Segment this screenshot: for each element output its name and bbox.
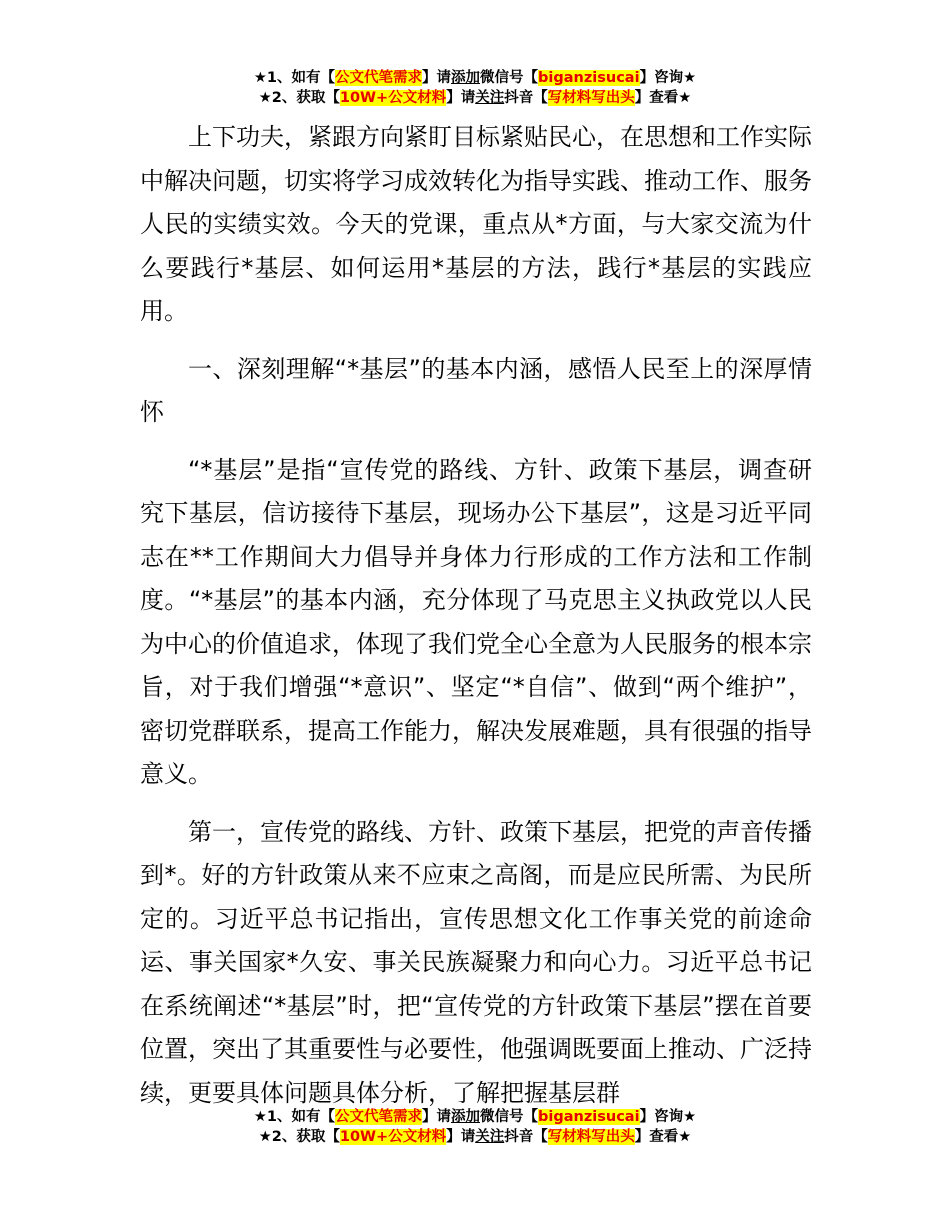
promo-text: ★1、如有【 (253, 70, 336, 86)
promo-highlight: 写材料写出头 (547, 1129, 635, 1145)
promo-line-1 (0, 68, 950, 88)
promo-line-1 (0, 1107, 950, 1127)
promo-text: 】咨询★ (639, 70, 697, 86)
promo-underline: 添加 (451, 70, 481, 86)
paragraph: “*基层”是指“宣传党的路线、方针、政策下基层，调查研究下基层，信访接待下基层，现场办公下基层”，这是习近平同志在**工作期间大力倡导并身体力行形成的工作方法和工作制度。“*基层”的基本内涵，充分体现了马克思主义执政党以人民为中心的价值追求，体现了我们党全心全意为人民服务的根本宗旨，对于我们增强“*意识”、坚定“*自信”、做到“两个维护”，密切党群联系，提高工作能力，解决发展难题，具有很强的指导意义。 (140, 455, 812, 788)
promo-highlight: biganzisucai (538, 1109, 640, 1125)
paragraph: 上下功夫，紧跟方向紧盯目标紧贴民心，在思想和工作实际中解决问题，切实将学习成效转化为指导实践、推动工作、服务人民的实绩实效。今天的党课，重点从*方面，与大家交流为什么要践行*基层、如何运用*基层的方法，践行*基层的实践应用。 (140, 123, 812, 325)
promo-text: ★2、获取【 (258, 90, 340, 106)
promo-text: 】请 (422, 70, 452, 86)
promo-line-2 (0, 1127, 950, 1147)
promo-underline: 关注 (475, 1129, 505, 1145)
promo-text: 微信号【 (480, 70, 539, 86)
promo-text: 】查看★ (634, 1129, 692, 1145)
promo-highlight: biganzisucai (538, 70, 640, 86)
promo-highlight: 10W+公文材料 (339, 1129, 447, 1145)
promo-text: 微信号【 (480, 1109, 539, 1125)
promo-text: 】请 (446, 1129, 476, 1145)
promo-text: 抖音【 (504, 90, 548, 106)
promo-text: 抖音【 (504, 1129, 548, 1145)
footer-promo (0, 1107, 950, 1147)
section-heading: 一、深刻理解“*基层”的基本内涵，感悟人民至上的深厚情怀 (140, 354, 812, 426)
promo-line-2 (0, 88, 950, 108)
promo-highlight: 公文代笔需求 (335, 70, 423, 86)
promo-highlight: 公文代笔需求 (335, 1109, 423, 1125)
paragraph: 第一，宣传党的路线、方针、政策下基层，把党的声音传播到*。好的方针政策从来不应束之高阁，而是应民所需、为民所定的。习近平总书记指出，宣传思想文化工作事关党的前途命运、事关国家*久安、事关民族凝聚力和向心力。习近平总书记在系统阐述“*基层”时，把“宣传党的方针政策下基层”摆在首要位置，突出了其重要性与必要性，他强调既要面上推动、广泛持续，更要具体问题具体分析，了解把握基层群 (140, 817, 812, 1107)
promo-text: 】请 (446, 90, 476, 106)
promo-text: ★1、如有【 (253, 1109, 336, 1125)
document-body (140, 116, 812, 1115)
promo-text: ★2、获取【 (258, 1129, 340, 1145)
promo-underline: 关注 (475, 90, 505, 106)
promo-underline: 添加 (451, 1109, 481, 1125)
promo-highlight: 10W+公文材料 (339, 90, 447, 106)
promo-text: 】咨询★ (639, 1109, 697, 1125)
promo-text: 】查看★ (634, 90, 692, 106)
promo-highlight: 写材料写出头 (547, 90, 635, 106)
promo-text: 】请 (422, 1109, 452, 1125)
header-promo (0, 68, 950, 108)
